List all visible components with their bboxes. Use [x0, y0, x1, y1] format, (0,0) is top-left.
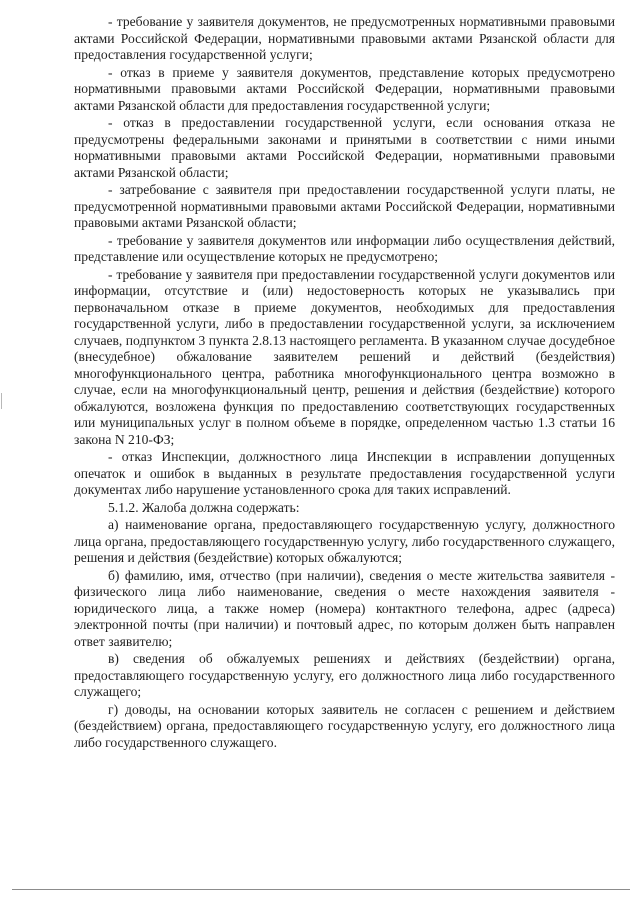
section-heading: 5.1.2. Жалоба должна содержать: — [108, 499, 300, 515]
paragraph-item: - отказ в предоставлении государственной услуги, если основания отказа не предусмотрены федеральными законами и принятыми в соответствии с ними иными нормативными правовыми актами Российской Федерации, нормативными правовыми актами Рязанской области; — [74, 115, 615, 180]
paragraph-item: - отказ Инспекции, должностного лица Инспекции в исправлении допущенных опечаток и ошибок в выданных в результате предоставления государственной услуги документах либо нарушение установленного срока для таких исправлений. — [74, 449, 615, 497]
scan-margin-mark — [1, 393, 2, 409]
paragraph-item: - требование у заявителя документов или информации либо осуществления действий, представление или осуществление которых не предусмотрено; — [74, 232, 615, 264]
paragraph-item: а) наименование органа, предоставляющего государственную услугу, должностного лица органа, предоставляющего государственную услугу, либо государственного служащего, решения и действия (бездействие) которых обжалуются; — [74, 517, 615, 565]
paragraph-item: - затребование с заявителя при предоставлении государственной услуги платы, не предусмотренной нормативными правовыми актами Российской Федерации, нормативными правовыми актами Рязанской области; — [74, 182, 615, 230]
paragraph-item: в) сведения об обжалуемых решениях и действиях (бездействии) органа, предоставляющего государственную услугу, его должностного лица либо государственного служащего; — [74, 651, 615, 699]
paragraph-item: - отказ в приеме у заявителя документов, представление которых предусмотрено нормативными правовыми актами Российской Федерации, нормативными правовыми актами Рязанской области для предоставления государственной услуги; — [74, 64, 615, 113]
paragraph-item: - требование у заявителя документов, не предусмотренных нормативными правовыми актами Российской Федерации, нормативными правовыми актами Рязанской области для предоставления государственной услуги; — [74, 14, 615, 62]
paragraph-item: - требование у заявителя при предоставлении государственной услуги документов или информации, отсутствие и (или) недостоверность которых не указывались при первоначальном отказе в приеме документов, необходимых для предоставления государственной услуги, либо в предоставлении государственной услуги, за исключением случаев, подпунктом 3 пункта 2.8.13 настоящего регламента. В указанном случае досудебное (внесудебное) обжалование заявителем решений и действий (бездействия) многофункционального центра, работника многофункционального центра возможно в случае, если на многофункциональный центр, решения и действия (бездействие) которого обжалуются, возложена функция по предоставлению соответствующих государственных или муниципальных услуг в полном объеме в порядке, определенном частью 1.3 статьи 16 закона N 210-ФЗ; — [74, 266, 615, 447]
paragraph-item: г) доводы, на основании которых заявитель не согласен с решением и действием (бездействием) органа, предоставляющего государственную услугу, его должностного лица либо государственного служащего. — [74, 701, 615, 750]
document-body — [74, 14, 615, 752]
paragraph-item: б) фамилию, имя, отчество (при наличии), сведения о месте жительства заявителя - физического лица либо наименование, сведения о месте нахождения заявителя - юридического лица, а также номер (номера) контактного телефона, адрес (адреса) электронной почты (при наличии) и почтовый адрес, по которым должен быть направлен ответ заявителю; — [74, 567, 615, 649]
page-bottom-rule — [12, 889, 630, 890]
